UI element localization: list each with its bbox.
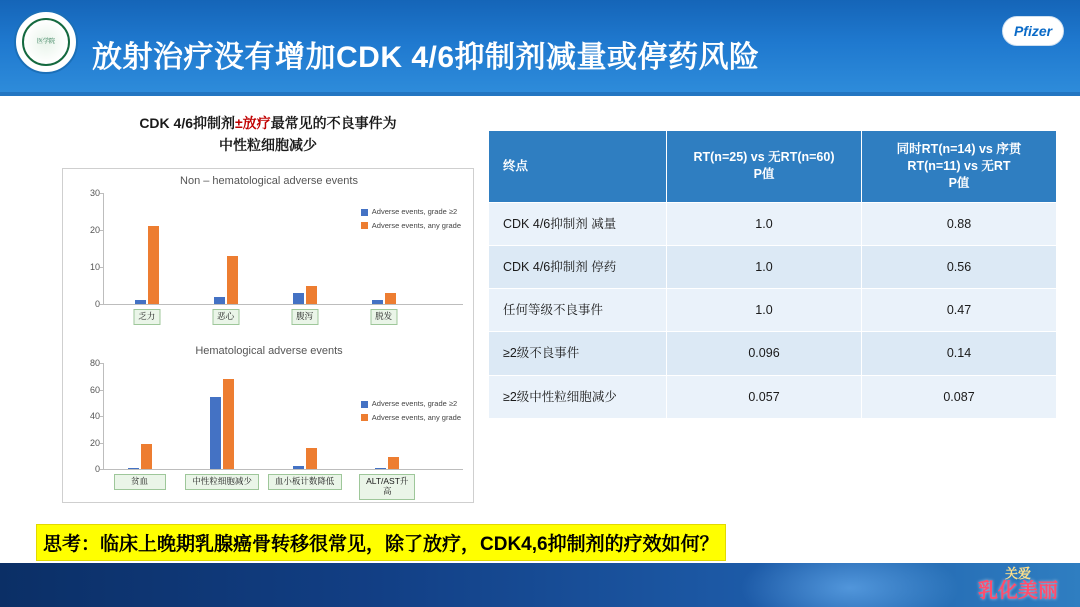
table-header-cs-line3: P值 bbox=[948, 175, 970, 190]
bar-h-grade2-2 bbox=[293, 466, 304, 469]
legend-hematological bbox=[361, 397, 461, 424]
ytick-h-40: 40 bbox=[89, 411, 100, 421]
ytick-0: 0 bbox=[94, 299, 100, 309]
chart-caption bbox=[62, 112, 474, 157]
footer-glow bbox=[740, 563, 960, 607]
legend-label-h-any: Adverse events, any grade bbox=[371, 412, 461, 422]
bar-grade2-2 bbox=[293, 293, 304, 304]
bar-any-0 bbox=[148, 226, 159, 304]
pfizer-logo: Pfizer bbox=[1002, 16, 1064, 46]
category-label-h-2: 血小板计数降低 bbox=[268, 474, 342, 490]
page-title: 放射治疗没有增加CDK 4/6抑制剂减量或停药风险 bbox=[92, 41, 760, 74]
cell-p1: 1.0 bbox=[667, 289, 862, 332]
cell-endpoint: CDK 4/6抑制剂 减量 bbox=[489, 202, 667, 245]
bar-h-any-0 bbox=[141, 444, 152, 469]
bar-grade2-0 bbox=[135, 300, 146, 304]
chart-panel-non-hematological bbox=[63, 169, 475, 339]
university-crest-icon bbox=[14, 10, 78, 74]
cell-p2: 0.88 bbox=[862, 202, 1057, 245]
legend-swatch-blue bbox=[361, 209, 368, 216]
legend-non-hematological bbox=[361, 205, 461, 232]
category-label-0: 乏力 bbox=[133, 309, 160, 325]
adverse-events-chart bbox=[62, 168, 474, 503]
cell-p2: 0.087 bbox=[862, 375, 1057, 418]
table-header-cs-line2: RT(n=11) vs 无RT bbox=[907, 158, 1011, 173]
legend-row-grade2 bbox=[361, 205, 461, 219]
ytick-h-0: 0 bbox=[94, 464, 100, 474]
bar-group-h-0 bbox=[126, 363, 154, 486]
legend-row-h-grade2 bbox=[361, 397, 461, 411]
bar-h-any-3 bbox=[388, 457, 399, 469]
chart-title-non-hematological: Non – hematological adverse events bbox=[180, 175, 358, 187]
bar-h-grade2-1 bbox=[210, 397, 221, 469]
table-row bbox=[489, 245, 1057, 288]
legend-swatch-orange bbox=[361, 222, 368, 229]
legend-swatch-blue-h bbox=[361, 401, 368, 408]
cell-p2: 0.14 bbox=[862, 332, 1057, 375]
bar-group-0 bbox=[133, 193, 161, 321]
table-header-rt-vs-nort bbox=[667, 131, 862, 203]
table-row bbox=[489, 289, 1057, 332]
category-label-1: 恶心 bbox=[212, 309, 239, 325]
bar-h-grade2-0 bbox=[128, 468, 139, 469]
category-label-h-0: 贫血 bbox=[114, 474, 166, 490]
category-label-h-1: 中性粒细胞减少 bbox=[185, 474, 259, 490]
legend-label-any: Adverse events, any grade bbox=[371, 220, 461, 230]
bar-any-1 bbox=[227, 256, 238, 304]
table-row bbox=[489, 202, 1057, 245]
legend-row-any bbox=[361, 219, 461, 233]
chart-caption-highlight: ±放疗 bbox=[235, 115, 271, 131]
ytick-h-20: 20 bbox=[89, 437, 100, 448]
table-header-rt-line2: P值 bbox=[753, 167, 775, 182]
bar-group-h-1 bbox=[192, 363, 252, 486]
table-row bbox=[489, 375, 1057, 418]
footer-band bbox=[0, 563, 1080, 607]
cell-endpoint: ≥2级中性粒细胞减少 bbox=[489, 375, 667, 418]
crest-ring: 医学院 bbox=[22, 18, 70, 66]
cell-endpoint: CDK 4/6抑制剂 停药 bbox=[489, 245, 667, 288]
table-header-endpoint: 终点 bbox=[489, 131, 667, 203]
footer-brand-line1: 关爱 bbox=[1004, 566, 1031, 581]
cell-p1: 0.096 bbox=[667, 332, 862, 375]
legend-row-h-any bbox=[361, 411, 461, 425]
table-header-rt-line1: RT(n=25) vs 无RT(n=60) bbox=[693, 150, 835, 165]
table-header-row bbox=[489, 131, 1057, 203]
bar-group-1 bbox=[212, 193, 240, 321]
bar-h-grade2-3 bbox=[375, 468, 386, 469]
chart-panel-hematological bbox=[63, 339, 475, 504]
ytick-h-80: 80 bbox=[89, 358, 100, 368]
chart-caption-line2: 中性粒细胞减少 bbox=[219, 137, 317, 154]
category-label-h-3: ALT/AST升高 bbox=[359, 474, 415, 500]
legend-label-h-grade2: Adverse events, grade ≥2 bbox=[371, 399, 458, 408]
results-table bbox=[488, 130, 1056, 419]
legend-swatch-orange-h bbox=[361, 414, 368, 421]
table-row bbox=[489, 332, 1057, 375]
cell-endpoint: 任何等级不良事件 bbox=[489, 289, 667, 332]
bar-any-2 bbox=[306, 286, 317, 304]
table-header-cs-line1: 同时RT(n=14) vs 序贯 bbox=[896, 142, 1022, 156]
ytick-h-60: 60 bbox=[89, 384, 100, 395]
cell-p1: 1.0 bbox=[667, 245, 862, 288]
category-label-3: 脱发 bbox=[370, 309, 397, 325]
chart-caption-part1: CDK 4/6抑制剂 bbox=[139, 115, 235, 131]
category-label-2: 腹泻 bbox=[291, 309, 318, 325]
table-header-concurrent-sequential bbox=[862, 131, 1057, 203]
ytick-30: 30 bbox=[89, 188, 100, 198]
legend-label-grade2: Adverse events, grade ≥2 bbox=[371, 207, 458, 216]
cell-p1: 0.057 bbox=[667, 375, 862, 418]
footer-brand-line2: 乳化美丽 bbox=[978, 579, 1058, 602]
chart-title-hematological: Hematological adverse events bbox=[195, 345, 343, 357]
highlighted-note: 思考：临床上晚期乳腺癌骨转移很常见，除了放疗，CDK4,6抑制剂的疗效如何？ bbox=[36, 524, 726, 561]
bar-grade2-1 bbox=[214, 297, 225, 304]
cell-p2: 0.47 bbox=[862, 289, 1057, 332]
footer-brand bbox=[978, 567, 1058, 602]
ytick-20: 20 bbox=[89, 224, 100, 235]
bar-h-any-2 bbox=[306, 448, 317, 469]
bar-grade2-3 bbox=[372, 300, 383, 304]
bar-any-3 bbox=[385, 293, 396, 304]
bar-group-h-2 bbox=[274, 363, 335, 486]
cell-endpoint: ≥2级不良事件 bbox=[489, 332, 667, 375]
ytick-10: 10 bbox=[89, 261, 100, 272]
cell-p2: 0.56 bbox=[862, 245, 1057, 288]
plot-area-hematological bbox=[89, 358, 463, 496]
bar-group-2 bbox=[291, 193, 319, 321]
plot-area-non-hematological bbox=[89, 188, 463, 321]
bar-h-any-1 bbox=[223, 379, 234, 469]
chart-caption-part2: 最常见的不良事件为 bbox=[270, 115, 397, 131]
cell-p1: 1.0 bbox=[667, 202, 862, 245]
